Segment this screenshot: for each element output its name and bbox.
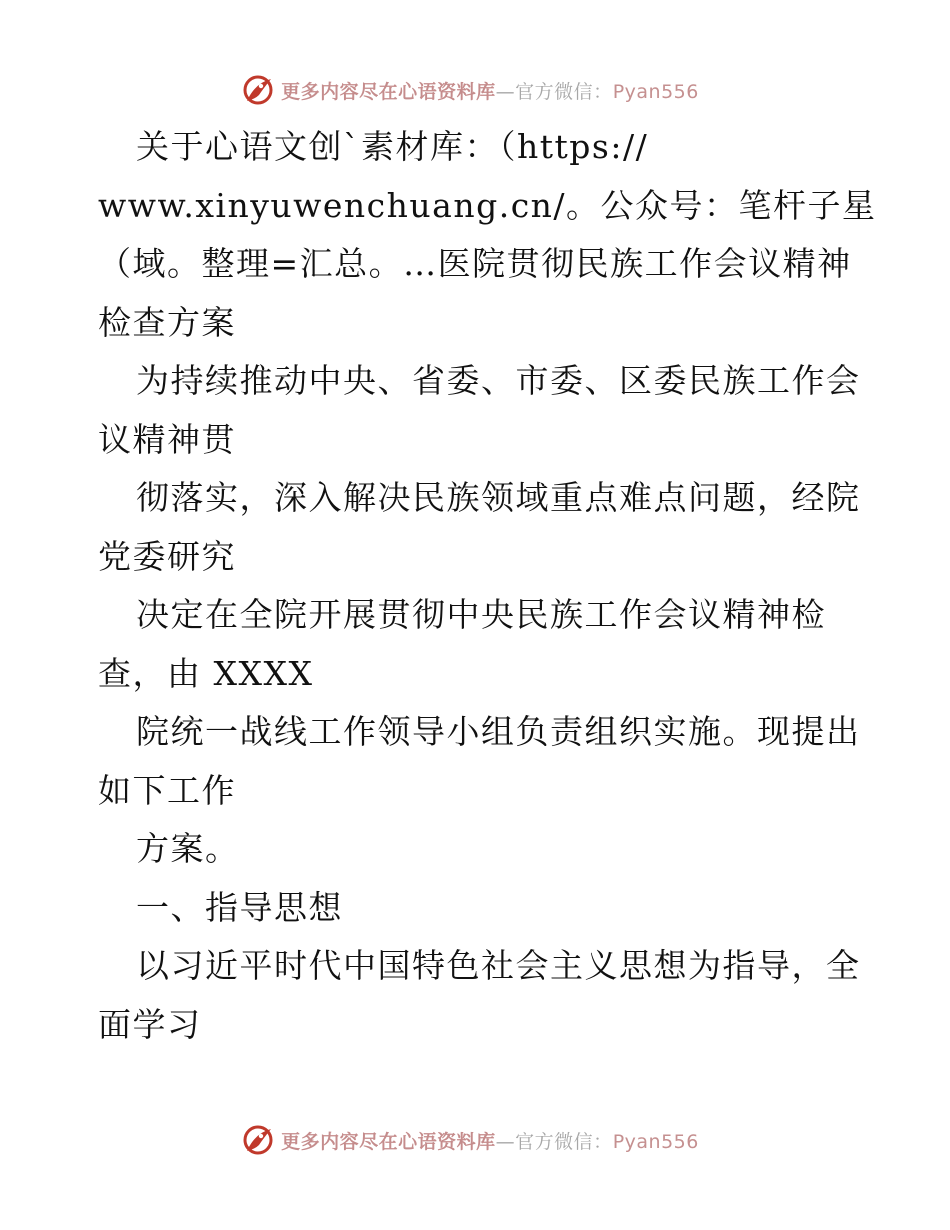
banner-wechat-account: Pyan556: [612, 80, 699, 103]
text-line: 查，由 XXXX: [98, 653, 314, 693]
text-line: 党委研究: [98, 536, 236, 576]
text-line: 为持续推动中央、省委、市委、区委民族工作会: [136, 361, 861, 400]
footer-banner-text: [281, 1127, 699, 1154]
banner-wechat-account: Pyan556: [612, 1130, 699, 1153]
text-line: 面学习: [98, 1004, 202, 1044]
footer-banner: [0, 1120, 950, 1160]
banner-title: 更多内容尽在心语资料库: [281, 80, 496, 103]
banner-title: 更多内容尽在心语资料库: [281, 1130, 496, 1153]
pen-circle-logo-icon: [241, 1123, 275, 1157]
text-line: 决定在全院开展贯彻中央民族工作会议精神检: [136, 595, 826, 634]
pen-circle-logo-icon: [241, 73, 275, 107]
header-banner: [0, 70, 950, 110]
text-line: 以习近平时代中国特色社会主义思想为指导，全: [136, 946, 861, 985]
banner-separator: —官方微信：: [495, 1130, 613, 1153]
text-line: 议精神贯: [98, 419, 236, 459]
header-banner-text: [281, 77, 699, 104]
banner-separator: —官方微信：: [495, 80, 613, 103]
document-body: [98, 118, 877, 1054]
text-line: 检查方案: [98, 302, 236, 342]
text-line: （域。整理=汇总。…医院贯彻民族工作会议精神: [98, 244, 852, 283]
section-heading: 一、指导思想: [136, 887, 343, 927]
text-line: www.xinyuwenchuang.cn/。公众号：笔杆子星: [98, 185, 877, 225]
header-banner-inner: [241, 73, 699, 107]
text-line: 院统一战线工作领导小组负责组织实施。现提出: [136, 712, 861, 751]
text-line: 彻落实，深入解决民族领域重点难点问题，经院: [136, 478, 861, 517]
text-line: 如下工作: [98, 770, 236, 810]
text-line: 方案。: [136, 829, 240, 868]
text-line: 关于心语文创`素材库：（https://: [136, 127, 649, 166]
footer-banner-inner: [241, 1123, 699, 1157]
